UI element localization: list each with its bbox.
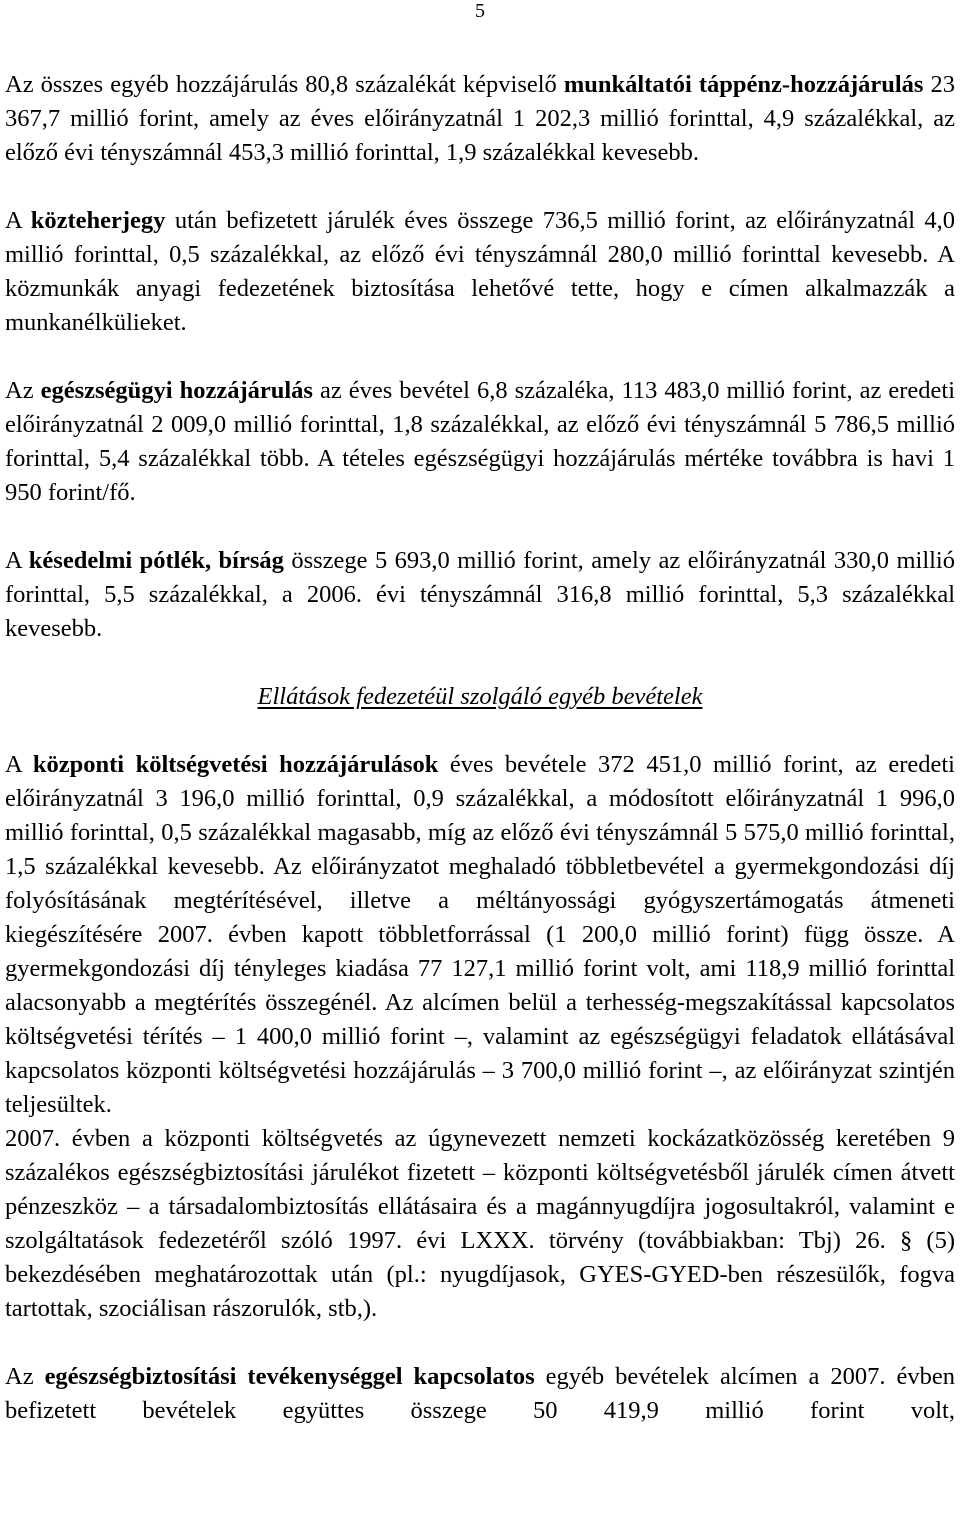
paragraph-text: A: [5, 207, 31, 234]
paragraph-text: A: [5, 547, 29, 574]
paragraph-text: az éves bevétel 6,8 százaléka, 113 483,0 millió forint, az eredeti előirányzatnál 2 009,0 millió forinttal, 1,8 százalékkal, az előző évi tényszámnál 5 786,5 millió forinttal, 5,4 százalékkal több. A tételes egészségügyi hozzájárulás mértéke továbbra is havi 1 950 forint/fő.: [5, 377, 955, 506]
paragraph-text: éves bevétele 372 451,0 millió forint, az eredeti előirányzatnál 3 196,0 millió forinttal, 0,9 százalékkal, a módosított előirányzatnál 1 996,0 millió forinttal, 0,5 százalékkal magasabb, míg az előző évi tényszámnál 5 575,0 millió forinttal, 1,5 százalékkal kevesebb. Az előirányzatot meghaladó többletbevétel a gyermekgondozási díj folyósításának megtérítésével, illetve a méltányossági gyógyszertámogatás átmeneti kiegészítésére 2007. évben kapott többletforrással (1 200,0 millió forint) függ össze. A gyermekgondozási díj tényleges kiadása 77 127,1 millió forint volt, ami 118,9 millió forinttal alacsonyabb a megtérítés összegénél. Az alcímen belül a terhesség-megszakítással kapcsolatos költségvetési térítés – 1 400,0 millió forint –, valamint az egészségügyi feladatok ellátásával kapcsolatos központi költségvetési hozzájárulás – 3 700,0 millió forint –, az előirányzat szintjén teljesültek.: [5, 751, 955, 1118]
paragraph-text: Az összes egyéb hozzájárulás 80,8 százalékát képviselő: [5, 71, 564, 98]
paragraph-text: Az: [5, 377, 41, 404]
paragraph-kozponti-koltsegvetesi: [5, 748, 955, 1122]
paragraph-text: 2007. évben a központi költségvetés az úgynevezett nemzeti kockázatközösség keretében 9 százalékos egészségbiztosítási járulékot fizetett – központi költségvetésből járulék címen átvett pénzeszköz – a társadalombiztosítás ellátásaira és a magánnyugdíjra jogosultakról, valamint e szolgáltatások fedezetéről szóló 1997. évi LXXX. törvény (továbbiakban: Tbj) 26. § (5) bekezdésében meghatározottak után (pl.: nyugdíjasok, GYES-GYED-ben részesülők, fogva tartottak, szociálisan rászorulók, stb,).: [5, 1125, 955, 1322]
bold-term: egészségügyi hozzájárulás: [40, 377, 313, 404]
section-heading: Ellátások fedezetéül szolgáló egyéb bevételek: [257, 683, 703, 710]
bold-term: késedelmi pótlék, bírság: [28, 547, 284, 574]
paragraph-text: után befizetett járulék éves összege 736,5 millió forint, az előirányzatnál 4,0 millió forinttal, 0,5 százalékkal, az előző évi tényszámnál 280,0 millió forinttal kevesebb. A közmunkák anyagi fedezetének biztosítása lehetővé tette, hogy e címen alkalmazzák a munkanélkülieket.: [5, 207, 955, 336]
paragraph-text: Az: [5, 1363, 45, 1390]
paragraph-egeszsegbiztositasi-tevekenyseg: [5, 1360, 955, 1428]
page-number: 5: [475, 0, 485, 22]
bold-term: munkáltatói táppénz-hozzájárulás: [563, 71, 924, 98]
paragraph-nemzeti-kockazatkozosseg: [5, 1122, 955, 1326]
paragraph-text: 23 367,7 millió forint, amely az éves előirányzatnál 1 202,3 millió forinttal, 4,9 százalékkal, az előző évi tényszámnál 453,3 millió forinttal, 1,9 százalékkal kevesebb.: [5, 71, 956, 166]
bold-term: központi költségvetési hozzájárulások: [32, 751, 439, 778]
paragraph-text: egyéb bevételek alcímen a 2007. évben befizetett bevételek együttes összege 50 419,9 millió forint volt,: [5, 1363, 955, 1424]
bold-term: közteherjegy: [30, 207, 166, 234]
paragraph-kozteherjegy: [5, 204, 955, 340]
document-body: [5, 68, 955, 1428]
bold-term: egészségbiztosítási tevékenységgel kapcsolatos: [44, 1363, 535, 1390]
paragraph-egeszsegugyi-hozzajarulas: [5, 374, 955, 510]
paragraph-text: A: [5, 751, 33, 778]
paragraph-kesedelmi-potlek: [5, 544, 955, 646]
paragraph-munkaltatoi-tappenz: [5, 68, 955, 170]
paragraph-text: összege 5 693,0 millió forint, amely az előirányzatnál 330,0 millió forinttal, 5,5 százalékkal, a 2006. évi tényszámnál 316,8 millió forinttal, 5,3 százalékkal kevesebb.: [5, 547, 955, 642]
